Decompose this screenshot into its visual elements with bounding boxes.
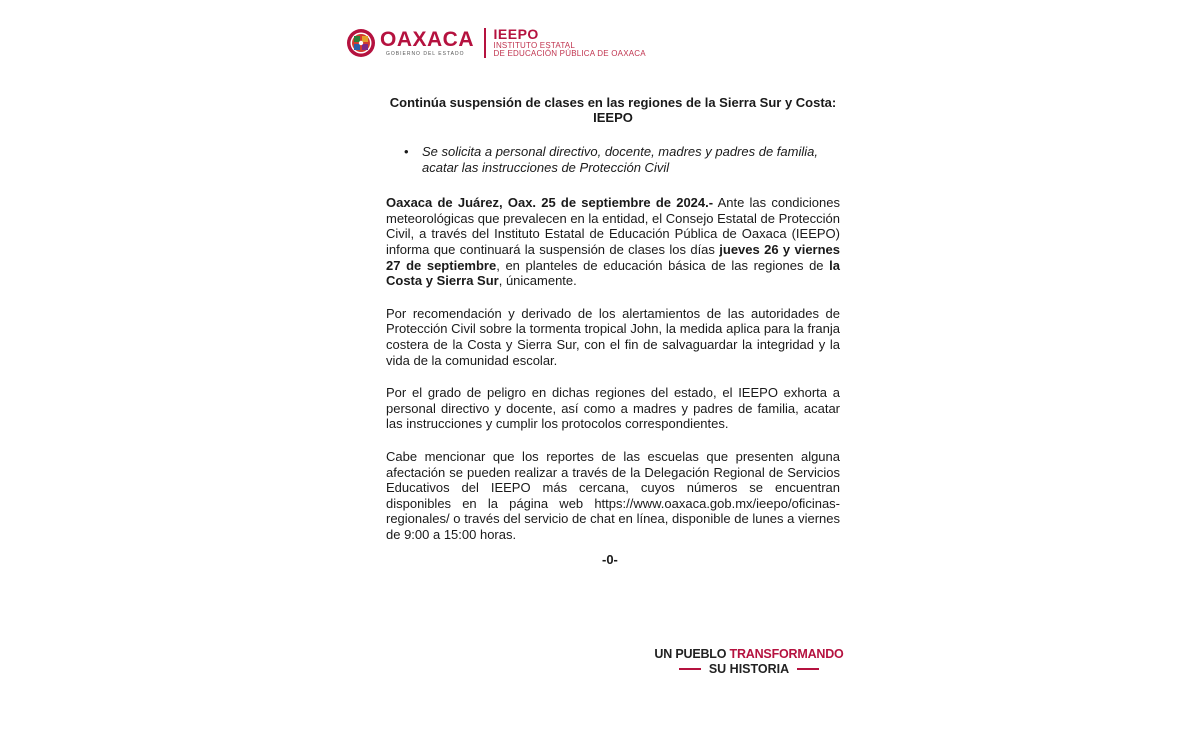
p1-text-3: , únicamente. <box>498 273 577 289</box>
ieepo-word: IEEPO <box>493 26 539 43</box>
press-release-body <box>386 95 840 559</box>
title-line-2: IEEPO <box>593 110 633 125</box>
bullet-list <box>386 144 840 175</box>
slogan-line-2-row <box>651 662 847 676</box>
p1-dates: jueves 26 y viernes 27 de septiembre <box>386 241 841 273</box>
ieepo-line-2: DE EDUCACIÓN PÚBLICA DE OAXACA <box>493 49 646 59</box>
page-title <box>386 95 840 125</box>
ieepo-line-1: INSTITUTO ESTATAL <box>493 40 575 50</box>
footer-slogan <box>651 647 847 676</box>
dateline: Oaxaca de Juárez, Oax. 25 de septiembre de 2024.- <box>386 195 714 211</box>
bullet-item: Se solicita a personal directivo, docente, madres y padres de familia, acatar las instrucciones de Protección Civil <box>422 144 818 175</box>
paragraph-3: Por el grado de peligro en dichas regiones del estado, el IEEPO exhorta a personal directivo y docente, así como a madres y padres de familia, acatar las instrucciones y cumplir los protocolos correspondientes. <box>386 385 840 432</box>
oaxaca-subtitle: GOBIERNO DEL ESTADO <box>386 51 465 57</box>
slogan-part-1: UN PUEBLO <box>654 647 730 661</box>
p1-text-2: , en planteles de educación básica de las regiones de <box>496 257 830 273</box>
oaxaca-wordmark <box>380 29 474 57</box>
end-mark: -0- <box>602 552 618 567</box>
slogan-left-dash <box>679 668 701 670</box>
slogan-line-2: SU HISTORIA <box>708 662 790 676</box>
paragraph-2: Por recomendación y derivado de los alertamientos de las autoridades de Protección Civil sobre la tormenta tropical John, la medida aplica para la franja costera de la Costa y Sierra Sur, con el fin de salvaguardar la integridad y la vida de la comunidad escolar. <box>386 305 840 368</box>
slogan-line-1 <box>651 647 847 661</box>
header-logos <box>346 26 646 60</box>
ieepo-wordmark <box>494 27 646 58</box>
title-line-1: Continúa suspensión de clases en las regiones de la Sierra Sur y Costa: <box>389 95 837 110</box>
logo-divider <box>484 28 486 58</box>
paragraph-4: Cabe mencionar que los reportes de las escuelas que presenten alguna afectación se pueden realizar a través de la Delegación Regional de Servicios Educativos del IEEPO más cercana, cuyos números se encuentran disponibles en la página web https://www.oaxaca.gob.mx/ieepo/oficinas-regionales/ o través del servicio de chat en línea, disponible de lunes a viernes de 9:00 a 15:00 horas. <box>386 448 840 542</box>
bullet-icon: • <box>404 144 409 159</box>
oaxaca-word: OAXACA <box>380 28 475 51</box>
oaxaca-seal-icon <box>346 28 376 58</box>
p1-text-1: Ante las condiciones meteorológicas que prevalecen en la entidad, el Consejo Estatal de Protección Civil, a través del Instituto Estatal de Educación Pública de Oaxaca (IEEPO) informa que continuará la suspensión de clases los días <box>386 195 840 257</box>
p1-regions: la Costa y Sierra Sur <box>386 257 840 289</box>
slogan-part-2: TRANSFORMANDO <box>729 647 844 661</box>
paragraph-1 <box>386 195 840 289</box>
slogan-right-dash <box>797 668 819 670</box>
